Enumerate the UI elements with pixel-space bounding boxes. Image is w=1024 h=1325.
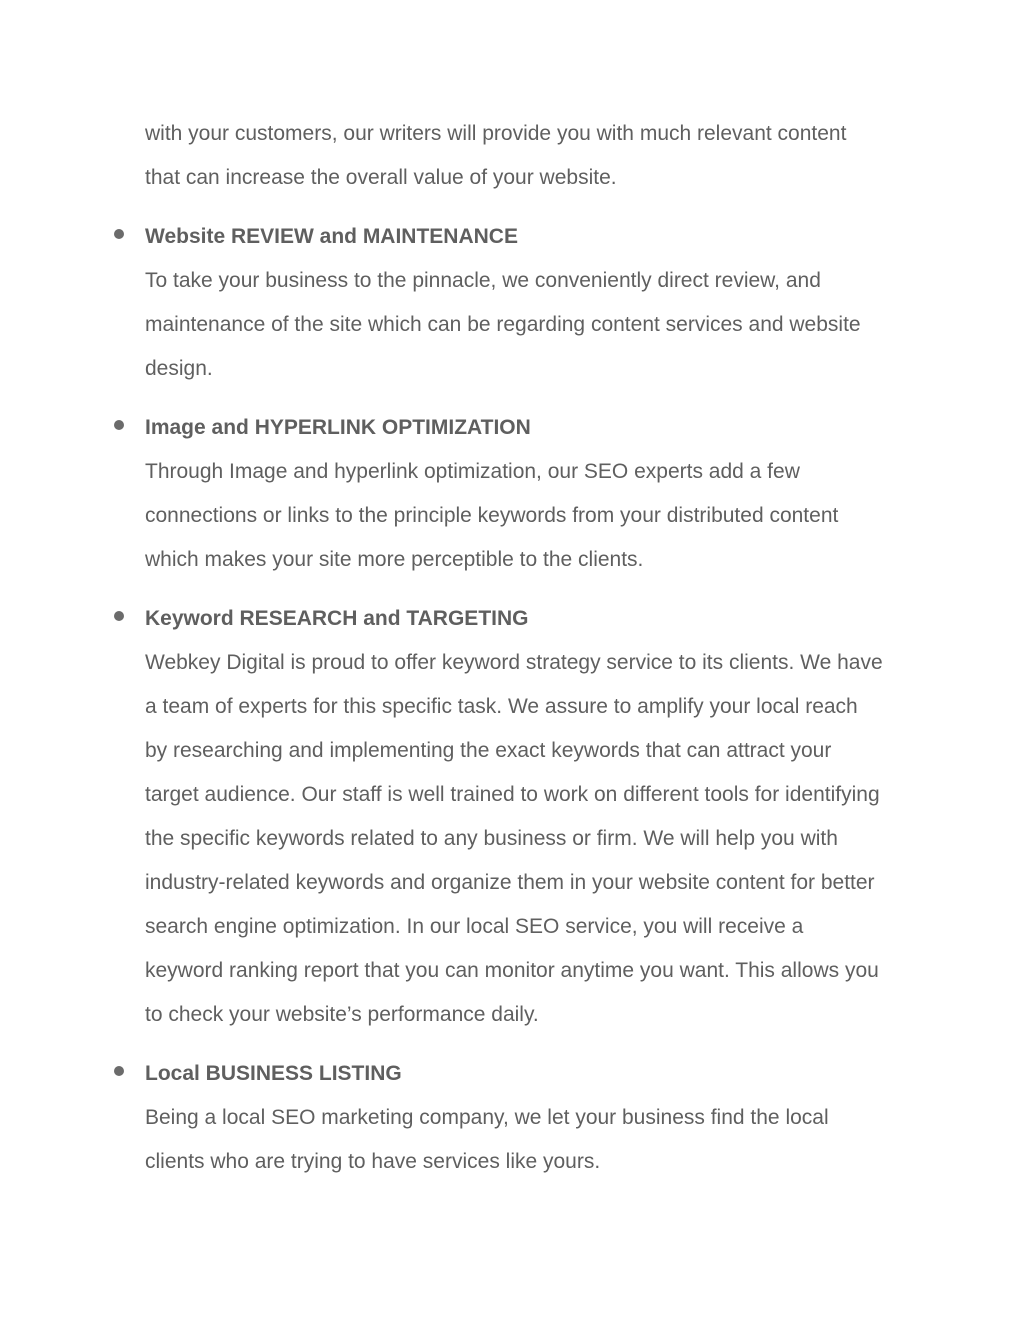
paragraph-line: that can increase the overall value of your website. [145, 166, 617, 189]
paragraph-line: to check your website’s performance daily. [145, 1003, 539, 1026]
document-content [145, 112, 945, 1184]
paragraph-line: target audience. Our staff is well trained to work on different tools for identifying [145, 783, 880, 806]
paragraph-line: connections or links to the principle keywords from your distributed content [145, 504, 839, 527]
paragraph-line: by researching and implementing the exact keywords that can attract your [145, 739, 832, 762]
paragraph-line: the specific keywords related to any business or firm. We will help you with [145, 827, 838, 850]
paragraph-line: which makes your site more perceptible to the clients. [145, 548, 644, 571]
bullet-icon [114, 420, 124, 430]
intro-paragraph [145, 112, 945, 200]
bullet-icon [114, 611, 124, 621]
paragraph-line: with your customers, our writers will provide you with much relevant content [145, 122, 847, 145]
paragraph-line: clients who are trying to have services like yours. [145, 1150, 601, 1173]
paragraph-line: keyword ranking report that you can monitor anytime you want. This allows you [145, 959, 879, 982]
paragraph-line: Being a local SEO marketing company, we let your business find the local [145, 1106, 829, 1129]
bullet-icon [114, 1066, 124, 1076]
paragraph-line: a team of experts for this specific task. We assure to amplify your local reach [145, 695, 858, 718]
section-heading: Local BUSINESS LISTING [145, 1062, 402, 1085]
paragraph-line: search engine optimization. In our local SEO service, you will receive a [145, 915, 804, 938]
bullet-icon [114, 229, 124, 239]
section-heading: Keyword RESEARCH and TARGETING [145, 607, 529, 630]
section-image-hyperlink [145, 406, 945, 582]
section-local-business [145, 1052, 945, 1184]
paragraph-line: design. [145, 357, 213, 380]
paragraph-line: Through Image and hyperlink optimization, our SEO experts add a few [145, 460, 800, 483]
paragraph-line: Webkey Digital is proud to offer keyword strategy service to its clients. We have [145, 651, 883, 674]
paragraph-line: maintenance of the site which can be regarding content services and website [145, 313, 861, 336]
paragraph-line: To take your business to the pinnacle, we conveniently direct review, and [145, 269, 821, 292]
section-keyword-research [145, 597, 945, 1037]
section-website-review [145, 215, 945, 391]
section-heading: Website REVIEW and MAINTENANCE [145, 225, 518, 248]
paragraph-line: industry-related keywords and organize them in your website content for better [145, 871, 875, 894]
section-heading: Image and HYPERLINK OPTIMIZATION [145, 416, 531, 439]
